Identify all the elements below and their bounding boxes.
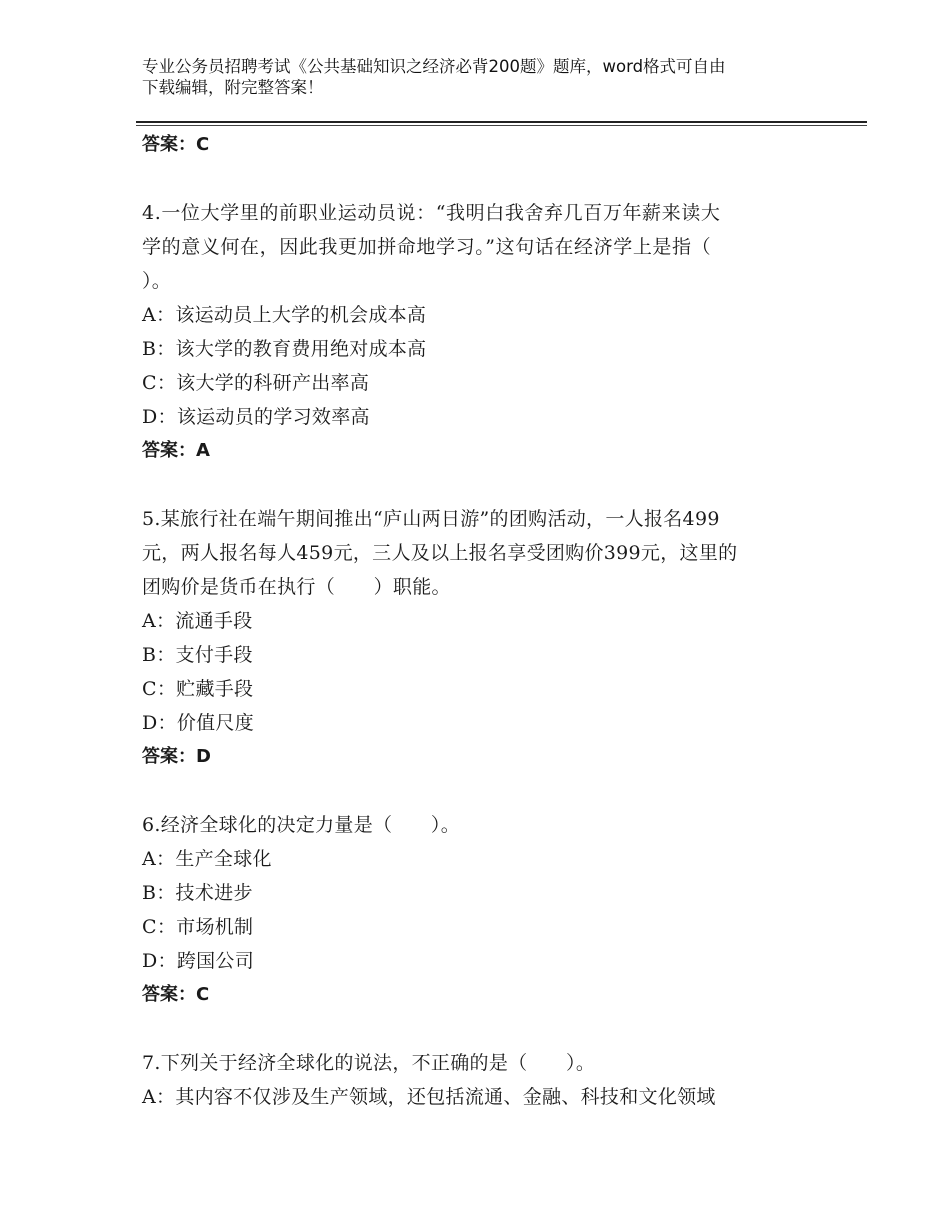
option-d: D：该运动员的学习效率高 bbox=[142, 406, 370, 428]
previous-answer: 答案：C bbox=[142, 134, 210, 155]
question-7 bbox=[142, 1046, 822, 1114]
question-6 bbox=[142, 808, 822, 1012]
spacer bbox=[142, 774, 822, 808]
question-stem-line: 5.某旅行社在端午期间推出“庐山两日游”的团购活动，一人报名499 bbox=[142, 508, 720, 530]
question-list bbox=[142, 128, 822, 1114]
header-line-1: 专业公务员招聘考试《公共基础知识之经济必背200题》题库，word格式可自由 bbox=[142, 57, 726, 76]
option-a: A：该运动员上大学的机会成本高 bbox=[142, 304, 427, 326]
header-divider-thick bbox=[136, 121, 867, 123]
option-c: C：市场机制 bbox=[142, 916, 254, 938]
option-b: B：支付手段 bbox=[142, 644, 253, 666]
spacer bbox=[142, 162, 822, 196]
header-divider-thin bbox=[136, 125, 867, 126]
answer-label: 答案：A bbox=[142, 440, 210, 461]
answer-label: 答案：C bbox=[142, 984, 210, 1005]
spacer bbox=[142, 1012, 822, 1046]
question-stem-line: 元，两人报名每人459元，三人及以上报名享受团购价399元，这里的 bbox=[142, 542, 738, 564]
option-c: C：该大学的科研产出率高 bbox=[142, 372, 370, 394]
spacer bbox=[142, 468, 822, 502]
option-b: B：技术进步 bbox=[142, 882, 253, 904]
option-d: D：跨国公司 bbox=[142, 950, 255, 972]
question-5 bbox=[142, 502, 822, 774]
option-c: C：贮藏手段 bbox=[142, 678, 254, 700]
question-stem-line: 学的意义何在，因此我更加拼命地学习。”这句话在经济学上是指（ bbox=[142, 236, 712, 258]
option-a: A：其内容不仅涉及生产领域，还包括流通、金融、科技和文化领域 bbox=[142, 1086, 716, 1108]
option-d: D：价值尺度 bbox=[142, 712, 255, 734]
answer-label: 答案：D bbox=[142, 746, 211, 767]
page-header bbox=[142, 56, 832, 98]
question-stem-line: 6.经济全球化的决定力量是（ ）。 bbox=[142, 814, 461, 836]
option-a: A：生产全球化 bbox=[142, 848, 272, 870]
question-stem-line: 4.一位大学里的前职业运动员说：“我明白我舍弃几百万年薪来读大 bbox=[142, 202, 721, 224]
question-4 bbox=[142, 196, 822, 468]
option-b: B：该大学的教育费用绝对成本高 bbox=[142, 338, 427, 360]
question-stem-line: ）。 bbox=[142, 270, 172, 292]
option-a: A：流通手段 bbox=[142, 610, 253, 632]
question-stem-line: 7.下列关于经济全球化的说法，不正确的是（ ）。 bbox=[142, 1052, 596, 1074]
question-stem-line: 团购价是货币在执行（ ）职能。 bbox=[142, 576, 451, 598]
header-line-2: 下载编辑，附完整答案！ bbox=[142, 78, 324, 97]
